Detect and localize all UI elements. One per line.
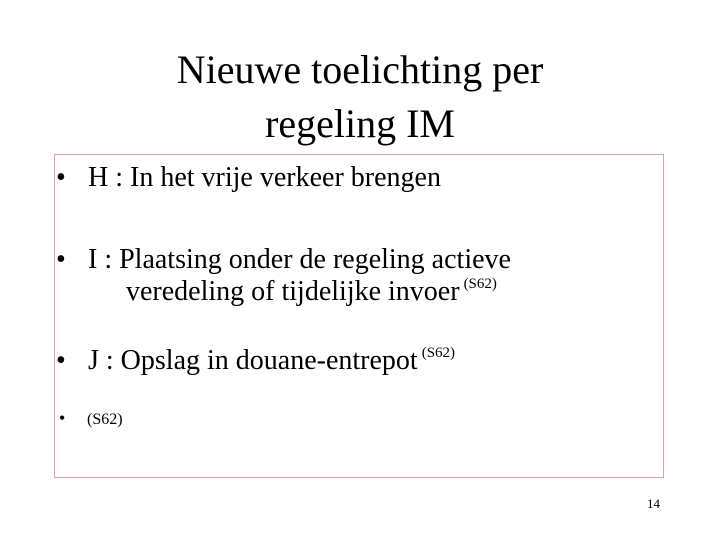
bullet-icon: • [59, 408, 66, 428]
superscript-note: (S62) [421, 345, 456, 361]
bullet-item-i-continuation [126, 276, 497, 312]
slide-title-line-2: regeling IM [265, 101, 455, 146]
bullet-text: H : In het vrije verkeer brengen [88, 162, 441, 193]
bullet-text [88, 345, 455, 381]
slide-title-line-1: Nieuwe toelichting per [176, 47, 544, 92]
page-number: 14 [647, 496, 660, 511]
bullet-icon: • [56, 162, 66, 193]
bullet-text: I : Plaatsing onder de regeling actieve [88, 244, 511, 275]
superscript-note: (S62) [463, 276, 497, 292]
bullet-icon: • [56, 244, 66, 275]
bullet-note-text: (S62) [87, 411, 123, 428]
content-box [54, 154, 664, 478]
bullet-icon: • [56, 345, 66, 376]
bullet-continuation-text: veredeling of tijdelijke invoer [126, 276, 460, 307]
bullet-main-text: J : Opslag in douane-entrepot [88, 345, 418, 376]
